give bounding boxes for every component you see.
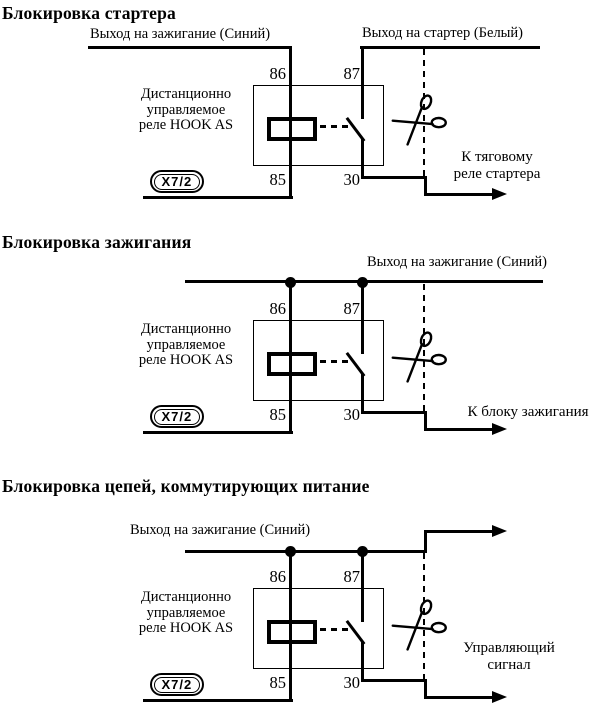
connector-badge: X7/2 bbox=[150, 170, 204, 193]
relay-description: Дистанционно управляемое реле HOOK AS bbox=[138, 321, 234, 368]
wire-top-arrow-line bbox=[424, 530, 494, 533]
pin-label-86: 86 bbox=[269, 64, 286, 83]
pin-label-85: 85 bbox=[269, 405, 286, 424]
wire-label-ignition-output: Выход на зажигание (Синий) bbox=[366, 254, 547, 270]
wire-ignition-output bbox=[185, 550, 427, 553]
output-label: К блоку зажигания bbox=[467, 404, 589, 420]
wire-label-ignition-output: Выход на зажигание (Синий) bbox=[130, 522, 311, 538]
pin-label-30: 30 bbox=[343, 405, 360, 424]
section-title: Блокировка зажигания bbox=[2, 232, 192, 252]
relay-description: Дистанционно управляемое реле HOOK AS bbox=[138, 589, 234, 636]
relay-coil bbox=[267, 620, 317, 644]
pin-label-30: 30 bbox=[343, 170, 360, 189]
section-title: Блокировка цепей, коммутирующих питание bbox=[2, 476, 370, 496]
wire-pin87-vertical bbox=[361, 550, 364, 622]
pin-label-85: 85 bbox=[269, 673, 286, 692]
pin-label-30: 30 bbox=[343, 673, 360, 692]
pin-label-86: 86 bbox=[269, 299, 286, 318]
wire-pin30-horizontal bbox=[361, 679, 428, 682]
section-title: Блокировка стартера bbox=[2, 3, 176, 23]
pin-label-87: 87 bbox=[343, 567, 360, 586]
pin-label-87: 87 bbox=[343, 299, 360, 318]
wire-pin86-vertical bbox=[289, 550, 292, 702]
relay-description: Дистанционно управляемое реле HOOK AS bbox=[138, 86, 234, 133]
arrowhead-icon bbox=[492, 525, 507, 537]
output-label: К тяговому реле стартера bbox=[453, 149, 541, 182]
wire-output-arrow-line bbox=[424, 696, 494, 699]
wire-label-starter-output: Выход на стартер (Белый) bbox=[362, 25, 524, 41]
coil-switch-dashed-link bbox=[320, 628, 352, 631]
wire-label-ignition-output: Выход на зажигание (Синий) bbox=[90, 26, 271, 42]
wire-connector-bottom bbox=[143, 699, 293, 702]
pin-label-86: 86 bbox=[269, 567, 286, 586]
pin-label-85: 85 bbox=[269, 170, 286, 189]
connector-badge: X7/2 bbox=[150, 405, 204, 428]
arrowhead-icon bbox=[492, 691, 507, 703]
connector-badge: X7/2 bbox=[150, 673, 204, 696]
wire-up-leg bbox=[424, 531, 427, 552]
pin-label-87: 87 bbox=[343, 64, 360, 83]
wire-pin30-vertical bbox=[361, 642, 364, 682]
output-label: Управляющий сигнал bbox=[463, 640, 555, 673]
